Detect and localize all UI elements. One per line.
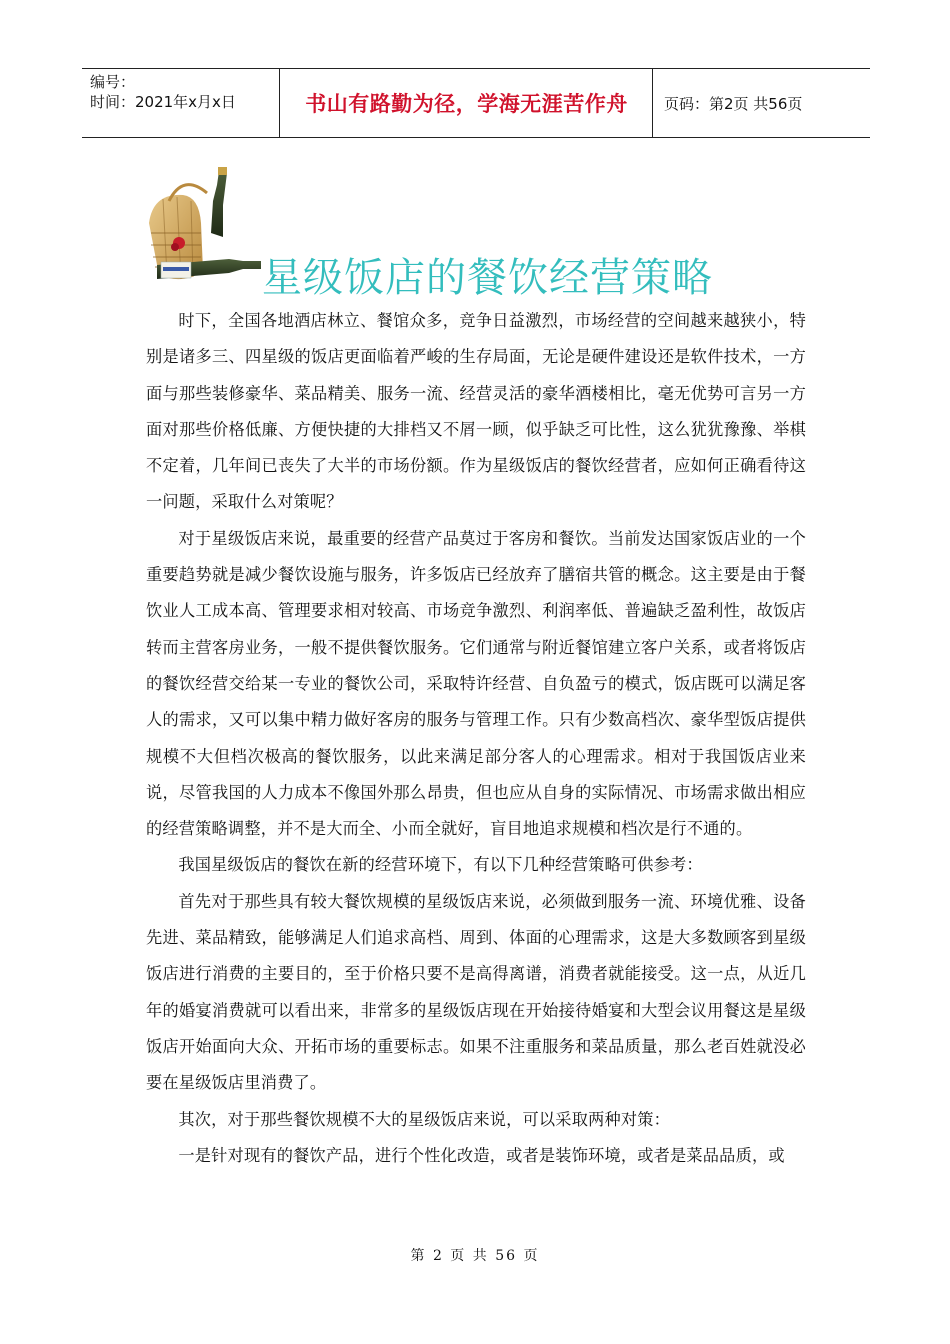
header-meta-cell	[82, 69, 280, 137]
wine-bottles-in-basket-icon	[143, 163, 265, 295]
motto-cell	[281, 69, 653, 137]
paragraph: 时下，全国各地酒店林立、餐馆众多，竞争日益激烈，市场经营的空间越来越狭小，特别是诸多三、四星级的饭店更面临着严峻的生存局面，无论是硬件建设还是软件技术，一方面与那些装修豪华、菜品精美、服务一流、经营灵活的豪华酒楼相比，毫无优势可言另一方面对那些价格低廉、方便快捷的大排档又不屑一顾，似乎缺乏可比性，这么犹犹豫豫、举棋不定着，几年间已丧失了大半的市场份额。作为星级饭店的餐饮经营者，应如何正确看待这一问题，采取什么对策呢？	[146, 311, 806, 512]
page-info-cell	[654, 69, 870, 137]
paragraph: 其次，对于那些餐饮规模不大的星级饭店来说，可以采取两种对策：	[178, 1109, 671, 1129]
paragraph: 首先对于那些具有较大餐饮规模的星级饭店来说，必须做到服务一流、环境优雅、设备先进、菜品精致，能够满足人们追求高档、周到、体面的心理需求，这是大多数顾客到星级饭店进行消费的主要目的，至于价格只要不是高得离谱，消费者就能接受。这一点，从近几年的婚宴消费就可以看出来，非常多的星级饭店现在开始接待婚宴和大型会议用餐这是星级饭店开始面向大众、开拓市场的重要标志。如果不注重服务和菜品质量，那么老百姓就没必要在星级饭店里消费了。	[146, 891, 806, 1093]
page-info-text: 页码：第2页 共56页	[664, 94, 803, 113]
article-title: 星级饭店的餐饮经营策略	[262, 255, 713, 301]
paragraph: 一是针对现有的餐饮产品，进行个性化改造，或者是装饰环境，或者是菜品品质，或	[178, 1145, 785, 1165]
header-table	[82, 68, 870, 138]
number-label: 编号：	[90, 73, 136, 91]
page-footer: 第 2 页 共 56 页	[410, 1248, 540, 1264]
motto-text: 书山有路勤为径，学海无涯苦作舟	[305, 92, 628, 116]
article-body	[146, 303, 806, 1174]
paragraph: 我国星级饭店的餐饮在新的经营环境下，有以下几种经营策略可供参考：	[178, 855, 703, 875]
date-label: 时间：2021年x月x日	[90, 93, 236, 111]
paragraph: 对于星级饭店来说，最重要的经营产品莫过于客房和餐饮。当前发达国家饭店业的一个重要趋势就是减少餐饮设施与服务，许多饭店已经放弃了膳宿共管的概念。这主要是由于餐饮业人工成本高、管理要求相对较高、市场竞争激烈、利润率低、普遍缺乏盈利性，故饭店转而主营客房业务，一般不提供餐饮服务。它们通常与附近餐馆建立客户关系，或者将饭店的餐饮经营交给某一专业的餐饮公司，采取特许经营、自负盈亏的模式，饭店既可以满足客人的需求，又可以集中精力做好客房的服务与管理工作。只有少数高档次、豪华型饭店提供规模不大但档次极高的餐饮服务，以此来满足部分客人的心理需求。相对于我国饭店业来说，尽管我国的人力成本不像国外那么昂贵，但也应从自身的实际情况、市场需求做出相应的经营策略调整，并不是大而全、小而全就好，盲目地追求规模和档次是行不通的。	[146, 528, 806, 839]
